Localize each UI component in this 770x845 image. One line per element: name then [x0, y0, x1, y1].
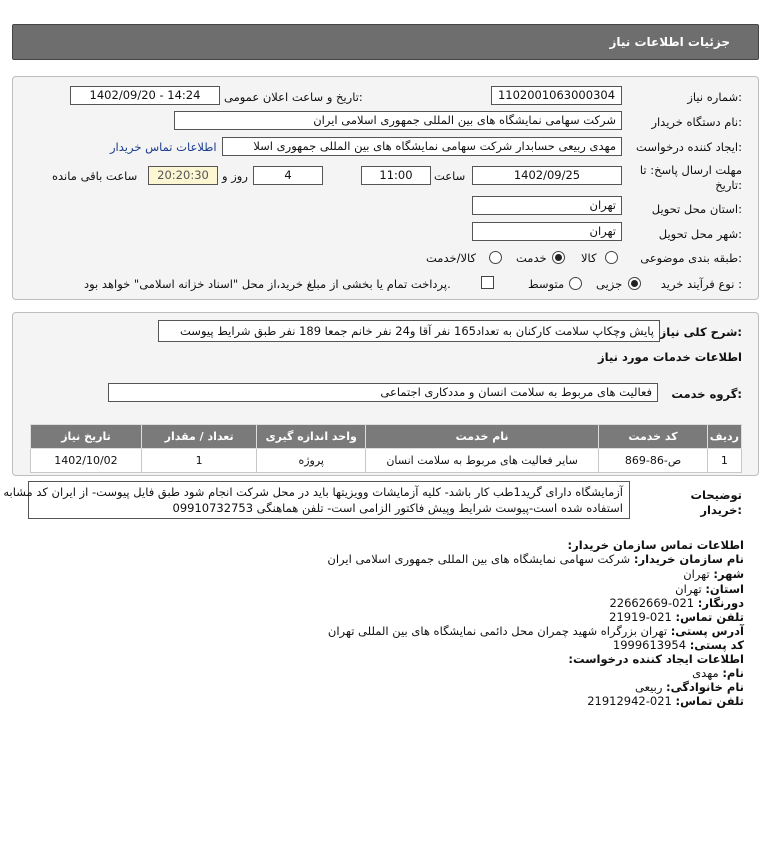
process-option-minor: جزیی [596, 277, 623, 291]
summary-field: پایش وچکاپ سلامت کارکنان به تعداد165 نفر آقا و24 نفر خانم جمعا 189 نفر طبق شرایط پیوست [158, 320, 660, 342]
summary-label: شرح کلی نیاز: [659, 325, 742, 339]
need-number-field: 1102001063000304 [491, 86, 622, 105]
creator-name: نام: مهدی [692, 666, 744, 680]
province-label: استان محل تحویل: [651, 202, 742, 216]
creator-label: ایجاد کننده درخواست: [636, 140, 742, 154]
col-header-service-code: کد خدمت [599, 425, 708, 449]
days-field: 4 [253, 166, 323, 185]
buyer-notes-box [3, 481, 630, 519]
province-field: تهران [472, 196, 622, 215]
col-header-service-name: نام خدمت [366, 425, 599, 449]
need-details-panel [12, 76, 759, 300]
service-group-label: گروه خدمت: [671, 387, 742, 401]
buyer-notes-line2: استفاده شده است-پیوست شرایط وپیش فاکتور الزامی است- تلفن هماهنگی 09910732753 [172, 501, 623, 515]
buyer-org-label: نام دستگاه خریدار: [651, 115, 742, 129]
announce-date-label: تاریخ و ساعت اعلان عمومی: [224, 90, 363, 104]
notes-label-line1: توضیحات [690, 488, 742, 502]
deadline-label-line1: مهلت ارسال پاسخ: تا [639, 163, 742, 177]
items-table [30, 424, 742, 473]
need-number-label: شماره نیاز: [687, 90, 742, 104]
creator-field: مهدی ربیعی حسابدار شرکت سهامی نمایشگاه های بین المللی جمهوری اسلا [222, 137, 622, 156]
deadline-time-label: ساعت [434, 169, 466, 183]
category-radio-goods-service[interactable] [489, 251, 502, 264]
table-row [31, 449, 742, 473]
page-title: جزئیات اطلاعات نیاز [609, 35, 730, 49]
process-option-medium: متوسط [528, 277, 565, 291]
category-radio-goods[interactable] [605, 251, 618, 264]
col-header-need-date: تاریخ نیاز [31, 425, 142, 449]
col-header-row-number: ردیف [707, 425, 741, 449]
category-label: طبقه بندی موضوعی: [640, 251, 742, 265]
contact-city: شهر: تهران [683, 567, 744, 581]
table-header-row [31, 425, 742, 449]
cell-row-number: 1 [707, 449, 741, 473]
buyer-org-field: شرکت سهامی نمایشگاه های بین المللی جمهوری اسلامی ایران [174, 111, 622, 130]
category-radio-service[interactable] [552, 251, 565, 264]
service-group-field: فعالیت های مربوط به سلامت انسان و مددکاری اجتماعی [108, 383, 658, 402]
buyer-notes-line1: آزمایشگاه دارای گرید1طب کار باشد- کلیه آزمایشات وویزیتها باید در محل شرکت انجام شود طبق فایل پیوست- از ایران کد مشابه [3, 485, 623, 499]
remaining-time-label: ساعت باقی مانده [52, 169, 138, 183]
col-header-unit: واحد اندازه گیری [257, 425, 366, 449]
creator-info-heading: اطلاعات ایجاد کننده درخواست: [568, 652, 744, 666]
days-label: روز و [222, 169, 248, 183]
cell-need-date: 1402/10/02 [31, 449, 142, 473]
category-option-goods-service: کالا/خدمت [426, 251, 477, 265]
city-field: تهران [472, 222, 622, 241]
cell-service-name: سایر فعالیت های مربوط به سلامت انسان [366, 449, 599, 473]
process-radio-minor[interactable] [628, 277, 641, 290]
category-option-goods: کالا [581, 251, 597, 265]
contact-phone: تلفن تماس: 021-21919 [609, 610, 744, 624]
deadline-time-field: 11:00 [361, 166, 431, 185]
treasury-payment-checkbox[interactable] [481, 276, 494, 289]
remaining-time-field: 20:20:30 [148, 166, 218, 185]
contact-address: آدرس پستی: تهران بزرگراه شهید چمران محل دائمی نمایشگاه های بین المللی تهران [327, 624, 744, 638]
contact-province: استان: تهران [675, 582, 744, 596]
creator-phone: تلفن تماس: 021-21912942 [587, 694, 744, 708]
contact-org: نام سازمان خریدار: شرکت سهامی نمایشگاه های بین المللی جمهوری اسلامی ایران [327, 552, 744, 566]
services-heading: اطلاعات خدمات مورد نیاز [598, 350, 742, 364]
cell-service-code: ص-86-869 [599, 449, 708, 473]
process-label: نوع فرآیند خرید : [660, 277, 742, 291]
notes-label-line2: خریدار: [700, 503, 742, 517]
col-header-quantity: تعداد / مقدار [141, 425, 256, 449]
contact-fax: دورنگار: 021-22662669 [609, 596, 744, 610]
cell-quantity: 1 [141, 449, 256, 473]
page-header [12, 24, 759, 60]
city-label: شهر محل تحویل: [658, 227, 742, 241]
process-radio-medium[interactable] [569, 277, 582, 290]
contact-postal-code: کد پستی: 1999613954 [612, 638, 744, 652]
contact-heading: اطلاعات تماس سازمان خریدار: [567, 538, 744, 552]
cell-unit: پروژه [257, 449, 366, 473]
deadline-label-line2: تاریخ: [715, 178, 742, 192]
creator-family: نام خانوادگی: ربیعی [635, 680, 744, 694]
announce-date-field: 1402/09/20 - 14:24 [70, 86, 220, 105]
buyer-contact-link[interactable]: اطلاعات تماس خریدار [110, 140, 217, 154]
treasury-payment-note: پرداخت تمام یا بخشی از مبلغ خرید،از محل "اسناد خزانه اسلامی" خواهد بود. [84, 277, 451, 291]
category-option-service: خدمت [516, 251, 547, 265]
deadline-date-field: 1402/09/25 [472, 166, 622, 185]
